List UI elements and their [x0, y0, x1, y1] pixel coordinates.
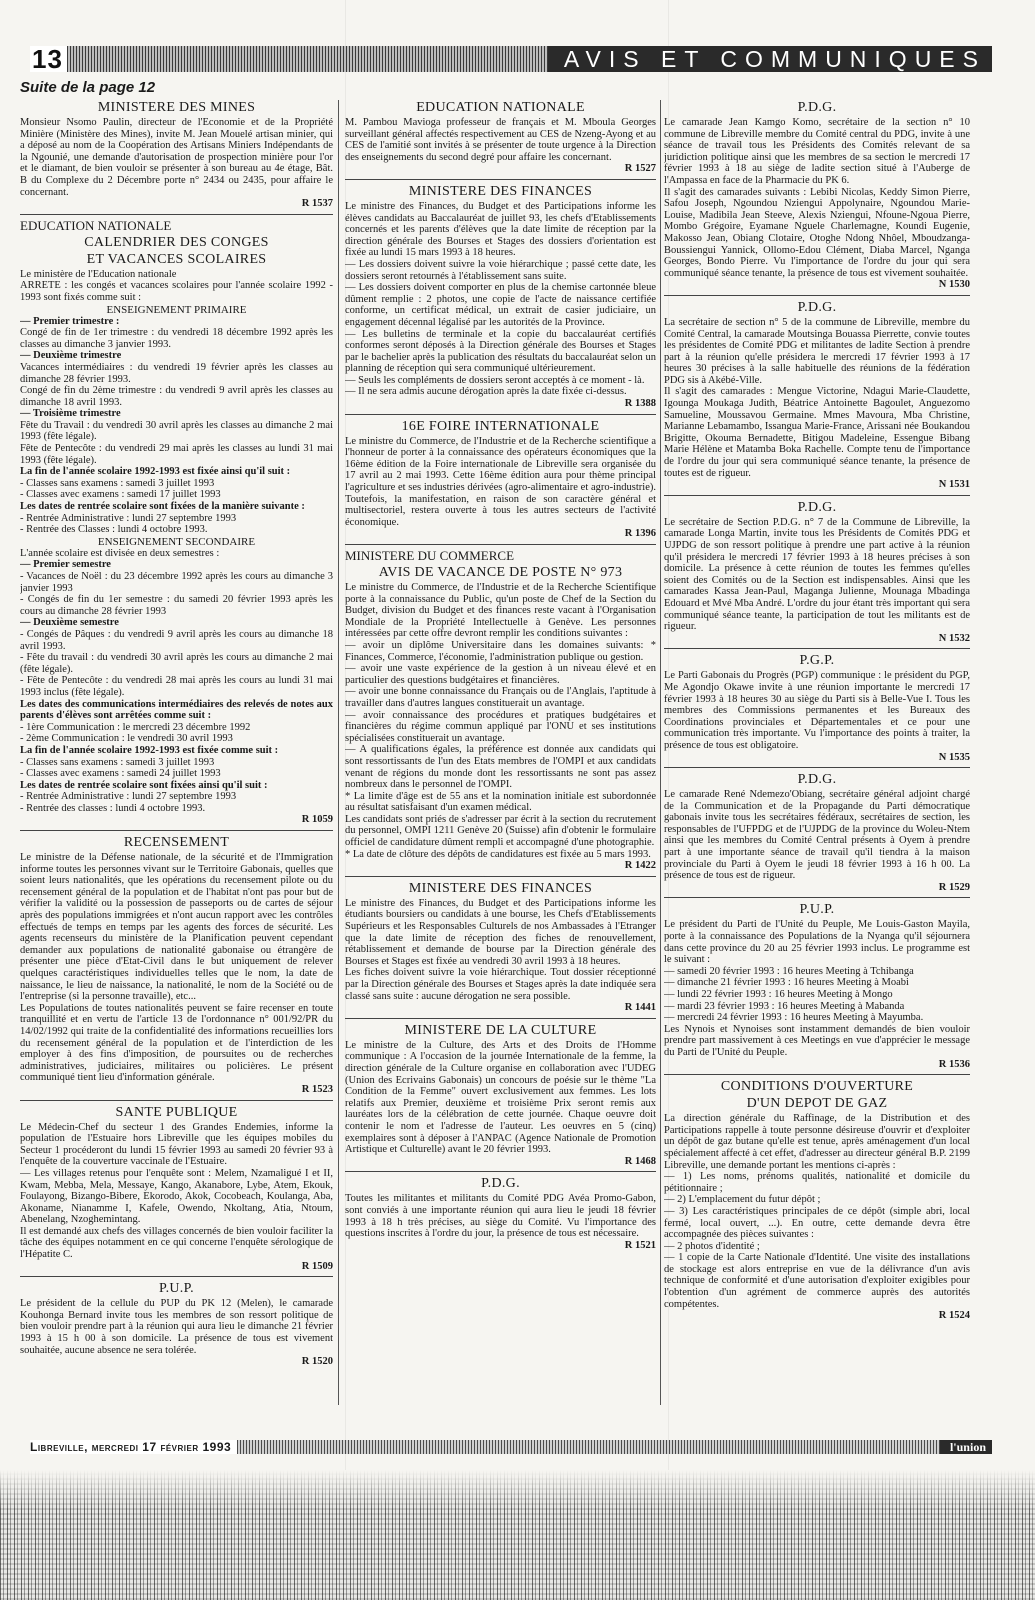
column-3	[664, 100, 970, 1410]
text-line: Fête de Pentecôte : du vendredi 29 mai après les classes au lundi 31 mai 1993 (fête légale).	[20, 443, 333, 466]
notice-title: 16E FOIRE INTERNATIONALE	[401, 418, 600, 434]
notice-ref: R 1509	[301, 1260, 333, 1272]
notice-body: Le Médecin-Chef du secteur 1 des Grandes Endemies, informe la population de l'Estuaire hors Libreville que les équipes mobiles du Secteur 1 procéderont du lundi 15 février 1993 au samedi 20 février 93 à l'enquête de la couverture vaccinale de l'Estuaire.	[20, 1121, 333, 1168]
text-line: — Deuxième trimestre	[20, 350, 122, 362]
notice-ref: R 1529	[938, 881, 970, 893]
notice-ref: R 1527	[624, 163, 656, 175]
column-1	[20, 100, 333, 1410]
notice-body: — avoir connaissance des procédures et pratiques budgétaires et financières du régime commun appliqué par l'ONU et ses institutions spécialisées constituerait un avantage.	[345, 709, 656, 744]
notice-title: CONDITIONS D'OUVERTURE	[720, 1079, 914, 1095]
text-line: — Deuxième semestre	[20, 617, 119, 629]
divider	[345, 1018, 656, 1019]
page-number: 13	[30, 46, 67, 72]
notice-section: MINISTERE DU COMMERCE	[345, 548, 515, 563]
text-line: La fin de l'année scolaire 1992-1993 est fixée ainsi qu'il suit :	[20, 466, 291, 478]
text-line: Les dates de rentrée scolaire sont fixées ainsi qu'il suit :	[20, 779, 268, 791]
notice-body: Le ministre de la Culture, des Arts et des Droits de l'Homme communique : A l'occasion de la journée Internationale de la femme, la direction générale de la Culture organise en collaboration avec l'UDEG (Union des Ecrivains Gabonais) un concours de poésie sur le thème "La Condition de la Femme" ouvert exclusivement aux femmes. Les lots relatifs aux Premier, deuxième et troisième Prix seront remis aux lauréates lors de la célébration de cette journée. Chaque oeuvre doit contenir le nom et l'adresse de l'auteur. Les oeuvres en 5 (cinq) exemplaires sont à déposer à l'ANPAC (Agence Nationale de Promotion Artistique et Culturelle) avant le 20 février 1993.	[345, 1039, 656, 1156]
notice-body: — avoir une bonne connaissance du Français ou de l'Anglais, l'aptitude à travailler dans d'autres langues constituerait un avantage.	[345, 686, 656, 709]
notice-title: P.D.G.	[797, 499, 837, 515]
text-line: - Rentrée des classes : lundi 4 octobre 1993.	[20, 802, 206, 814]
newspaper-brand: l'union	[940, 1440, 992, 1454]
notice-title: MINISTERE DES MINES	[97, 100, 256, 115]
divider	[664, 767, 970, 768]
text-line: — Troisième trimestre	[20, 408, 121, 420]
notice-pgp	[664, 653, 970, 763]
divider	[664, 897, 970, 898]
divider	[664, 648, 970, 649]
notice-sante	[20, 1105, 333, 1273]
text-line: Le ministère de l'Education nationale	[20, 268, 177, 280]
notice-body: Les Nynois et Nynoises sont instamment demandés de bien vouloir prendre part massivement à ces Meetings en vue d'apprécier le message du Parti de l'Unité du Peuple.	[664, 1023, 970, 1058]
text-line: - Classes avec examens : samedi 24 juillet 1993	[20, 768, 221, 780]
subheading: ENSEIGNEMENT PRIMAIRE	[106, 303, 247, 316]
text-line: - 2ème Communication : le vendredi 30 avril 1993	[20, 733, 233, 745]
text-line: - Fête de Pentecôte : du vendredi 28 mai après les cours au lundi 31 mai 1993 inclus (fête légale).	[20, 675, 333, 698]
divider	[20, 1100, 333, 1101]
notice-ref: R 1396	[624, 528, 656, 540]
notice-title: CALENDRIER DES CONGES	[84, 234, 269, 250]
divider	[345, 876, 656, 877]
notice-body: Le camarade René Ndemezo'Obiang, secrétaire général adjoint chargé de la Communication et de la Propagande du Parti démocratique gabonais invite tous les secrétaires fédéraux, secrétaires de section, les responsables de l'UFPDG et de l'UJPDG de la province du Woleu-Ntem ainsi que les membres du Comité Central présents à Oyem à prendre part à une importante séance de travail qu'il tiendra à la maison provinciale du Parti à Oyem le jeudi 18 février 1993 à 16 h 00. La présence de tous est de rigueur.	[664, 789, 970, 882]
notice-culture	[345, 1023, 656, 1168]
notice-ref: R 1537	[301, 198, 333, 210]
schedule-item: — dimanche 21 février 1993 : 16 heures Meeting à Moabi	[664, 977, 909, 989]
notice-vacance-poste	[345, 549, 656, 872]
notice-title: MINISTERE DES FINANCES	[408, 183, 593, 199]
notice-body: Il s'agit des camarades : Mengue Victorine, Ndagui Marie-Claudette, Igounga Moukaga Judith, Béatrice Antoinette Bagoulet, Anguezomo Samueline, Moussavou Germaine. Mmes Mavoura, Mba Christine, Marianne Lebamambo, Issangua Marie-France, Arissani née Boukandou Brigitte, Okouma Bernadette, Bitigou Madeleine, Essengue Bibang Marie Hélène et Matamba Boka Rachelle. Compte tenu de l'importance de l'ordre du jour qui sera communiqué séance tenante, la présence de toutes est de rigueur.	[664, 386, 970, 479]
notice-body: — Les dossiers doivent suivre la voie hiérarchique ; passé cette date, les dossiers seront retournés à l'établissement sans suite.	[345, 258, 656, 282]
notice-body: * La date de clôture des dépôts de candidatures est fixée au 5 mars 1993.	[345, 848, 651, 860]
column-rule	[660, 100, 661, 1405]
notice-title: MINISTERE DE LA CULTURE	[404, 1022, 597, 1038]
notice-pdg-oyem	[664, 772, 970, 893]
notice-ref: R 1521	[624, 1239, 656, 1251]
notice-title: P.U.P.	[799, 902, 835, 918]
notice-pdg-section7	[664, 500, 970, 645]
text-line: Les dates des communications intermédiaires des relevés de notes aux parents d'élèves sont arrêtées comme suit :	[20, 698, 333, 722]
page-header	[30, 46, 992, 72]
notice-body: Les candidats sont priés de s'adresser par écrit à la section du recrutement du personnel, OMPI 1211 Genève 20 (Suisse) afin d'obtenir le formulaire officiel de candidature dûment rempli et accompagné d'une photographie.	[345, 813, 656, 849]
text-line: - Rentrée Administrative : lundi 27 septembre 1993	[20, 512, 237, 524]
footer-rule	[237, 1440, 940, 1454]
notice-pup-pk12	[20, 1281, 333, 1368]
schedule-item: — lundi 22 février 1993 : 16 heures Meeting à Mongo	[664, 989, 893, 1000]
notice-body: Le ministre du Commerce, de l'Industrie et de la Recherche Scientifique porte à la connaissance du Public, qu'un poste de Chef de la Section du Budget, division du Budget et des finances reste vacant à l'Organisation Mondiale de la Propriété Intellectuelle à Genève. Les personnes intéressées par cette offre devront remplir les conditions suivantes :	[345, 582, 656, 640]
text-line: - Vacances de Noël : du 23 décembre 1992 après les cours au dimanche 3 janvier 1993	[20, 571, 333, 594]
notice-recensement	[20, 835, 333, 1095]
notice-body: La direction générale du Raffinage, de la Distribution et des Participations rappelle à toute personne désireuse d'ouvrir et d'exploiter un dépôt de gaz butane qu'elle est tenue, après aménagement d'un local spécialement affecté à cet effet, d'adresser au directeur général B.P. 2199 Libreville, une demande portant les mentions ci-après :	[664, 1113, 970, 1171]
text-line: - Rentrée des Classes : lundi 4 octobre 1993.	[20, 524, 208, 536]
text-line: - Rentrée Administrative : lundi 27 septembre 1993	[20, 791, 237, 803]
divider	[345, 1171, 656, 1172]
notice-pup-nyanga	[664, 902, 970, 1070]
text-line: - 1ère Communication : le mercredi 23 décembre 1992	[20, 721, 251, 733]
notice-body: * La limite d'âge est de 55 ans et la nomination initiale est subordonnée au résultat satisfaisant d'un examen médical.	[345, 790, 656, 814]
column-rule	[338, 100, 339, 1405]
notice-body: Il est demandé aux chefs des villages concernés de bien vouloir faciliter la tâche des équipes notamment en ce qui concerne l'enquête sérologique de l'Hépatite C.	[20, 1225, 333, 1261]
notice-ref: N 1531	[938, 479, 970, 491]
notice-title: ET VACANCES SCOLAIRES	[86, 251, 267, 267]
notice-ref: N 1532	[938, 632, 970, 644]
text-line: Congé de fin de 1er trimestre : du vendredi 18 décembre 1992 après les classes au dimanche 3 janvier 1993.	[20, 327, 333, 350]
column-2	[345, 100, 656, 1410]
notice-body: — Les villages retenus pour l'enquête sont : Melem, Nzamaligué I et II, Kwam, Mebba, Mela, Messaye, Kango, Akanabore, Lybe, Atem, Ekouk, Foulayong, Bizango-Bibere, Ekorodo, Akok, Cocobeach, Koulanga, Aba, Akoname, Nianamme I, Kafele, Owendo, Nkoltang, Atia, Ntoum, Abenelang, Nzoghemintang.	[20, 1167, 333, 1226]
text-line: - Fête du travail : du vendredi 30 avril après les cours au dimanche 2 mai (fête légale).	[20, 652, 333, 675]
text-line: ARRETE : les congés et vacances scolaires pour l'année scolaire 1992 - 1993 sont fixés comme suit :	[20, 280, 333, 303]
notice-ref: R 1536	[938, 1058, 970, 1070]
notice-ref: R 1059	[301, 814, 333, 826]
text-line: — Premier semestre	[20, 559, 111, 571]
notice-title: P.D.G.	[481, 1176, 520, 1192]
notice-title: SANTE PUBLIQUE	[115, 1104, 238, 1120]
divider	[20, 830, 333, 831]
notice-pdg-section10	[664, 100, 970, 291]
notice-body: — Il ne sera admis aucune dérogation après la date fixée ci-dessus.	[345, 386, 627, 398]
notice-foire	[345, 419, 656, 540]
divider	[20, 214, 333, 215]
divider	[20, 1276, 333, 1277]
notice-body: La secrétaire de section n° 5 de la commune de Libreville, membre du Comité Central, la camarade Moutsinga Bouassa Pierrette, convie toutes les présidentes de Comité PDG et militantes de ladite Section à prendre part à la réunion qu'elle présidera le mercredi 17 février 1993 à 17 heures 30 précises à la salle habituelle des réunions de la fédération PDG sis à Akébé-Ville.	[664, 316, 970, 386]
notice-title: P.D.G.	[797, 100, 837, 115]
notice-section: EDUCATION NATIONALE	[20, 217, 172, 233]
dateline: Libreville, mercredi 17 février 1993	[30, 1440, 237, 1454]
notice-title: EDUCATION NATIONALE	[416, 100, 585, 115]
page-footer	[30, 1440, 992, 1454]
notice-body: Le président du Parti de l'Unité du Peuple, Me Louis-Gaston Mayila, porte à la connaissance des Populations de la Nyanga qu'il séjournera dans cette province du 20 au 25 février 1993 inclus. Le programme est le suivant :	[664, 919, 970, 966]
notice-ref: R 1388	[624, 398, 656, 410]
text-line: Congé de fin du 2ème trimestre : du vendredi 9 avril après les classes au dimanche 18 avril 1993.	[20, 385, 333, 408]
notice-body: — Les bulletins de terminale et la copie du baccalauréat certifiés conformes seront déposés à la Direction générale des Bourses et Stages par le bachelier après la publication des résultats du baccalauréat selon un planning de réception qui sera communiqué ultérieurement.	[345, 328, 656, 375]
notice-body: Le ministre de la Défense nationale, de la sécurité et de l'Immigration informe toutes les personnes vivant sur le Territoire Gabonais, quelles que soient leurs nationalités, que les opérations du recensement pilote ou du recensement général de la population et de l'habitat n'ont pas pour but de vérifier la validité ou la possession de passeports ou de cartes de séjour après des populations immigrées et n'ont aucun rapport avec les contrôles effectués de temps en temps par les agents des forces de sécurité. Les agents recenseurs du ministère de la Planification peuvent cependant demander aux populations de nationalité gabonaise ou étrangère de présenter une pièce d'Etat-Civil dans le but uniquement de relever quelques caractéristiques individuelles telles que le nom, la date de naissance, le lieu de naissance, la nationalité, le nom de la Société ou de l'entreprise (si la personne travaille), etc...	[20, 852, 333, 1003]
notice-body: M. Pambou Mavioga professeur de français et M. Mboula Georges surveillant général affectés respectivement au CES de Nzeng-Ayong et au CES de l'amitié sont invités à se présenter de toute urgence à la Direction des enseignements du second degré pour affaire les concernant.	[345, 117, 656, 163]
notice-body: Le président de la cellule du PUP du PK 12 (Melen), le camarade Kouhonga Bernard invite tous les membres de son ressort politique de bien vouloir prendre part à la réunion qui aura lieu le dimanche 21 février 1993 à 15 h 00 à son domicile. La présence de tous est vivement souhaitée, aucune absence ne sera tolérée.	[20, 1298, 333, 1356]
notice-ref: R 1524	[938, 1310, 970, 1322]
notice-finances-bac	[345, 184, 656, 410]
divider	[345, 414, 656, 415]
continued-from: Suite de la page 12	[20, 79, 156, 96]
text-line: - Congés de Pâques : du vendredi 9 avril après les cours au dimanche 18 avril 1993.	[20, 628, 333, 652]
notice-pdg-section5	[664, 300, 970, 491]
notice-title: MINISTERE DES FINANCES	[408, 880, 593, 896]
header-rule	[67, 46, 548, 72]
text-line: L'année scolaire est divisée en deux semestres :	[20, 547, 220, 559]
notice-ref: N 1535	[938, 751, 970, 763]
notice-body: — A qualifications égales, la préférence est donnée aux candidats qui sont ressortissants de l'un des Etats membres de l'OMPI et aux candidats venant de régions du monde dont les ressortissants ne sont pas assez nombreux dans le personnel de l'OMPI.	[345, 744, 656, 791]
notice-title: P.D.G.	[797, 299, 837, 315]
notice-calendrier	[20, 219, 333, 826]
schedule-item: — mardi 23 février 1993 : 16 heures Meeting à Mabanda	[664, 1000, 905, 1012]
notice-ref: N 1530	[938, 279, 970, 291]
schedule-item: — samedi 20 février 1993 : 16 heures Meeting à Tchibanga	[664, 965, 914, 977]
notice-body: Monsieur Nsomo Paulin, directeur de l'Economie et de la Propriété Minière (Ministère des Mines), invite M. Jean Mouelé artisan minier, qui a déposé au nom de la Coopération des Artisans Miniers Indépendants de la Ngounié, une demande d'autorisation de prospection minière pour l'or et le diamant, de bien vouloir se présenter à son bureau au 4e étage, Bât. B du Complexe du 2 Décembre porte n° 2434 ou 2435, pour affaire le concernant.	[20, 117, 333, 198]
notice-title: P.D.G.	[797, 772, 837, 788]
divider	[345, 544, 656, 545]
notice-body: Le secrétaire de Section P.D.G. n° 7 de la Commune de Libreville, la camarade Longa Martin, invite tous les Présidents de Comités PDG et UJPDG de son ressort politique à prendre une part active à la réunion qu'il présidera le mercredi 17 février 1993 à 18 heures précises à son domicile. La présence à cette réunion de toutes les femmes qu'elles soient des Comités ou de la Section est indispensables. Ainsi que les camarades Kassa Jean-Paul, Maganga Julienne, Mounaga Mbadinga Edouard et Mvé Mba André. L'ordre du jour étant très important qui sera communiqué séance teante, la participation de tout les militants est de rigueur.	[664, 516, 970, 633]
text-line: — Premier trimestre :	[20, 315, 120, 327]
divider	[664, 1074, 970, 1075]
notice-title: P.G.P.	[799, 653, 835, 669]
text-line: Les dates de rentrée scolaire sont fixées de la manière suivante :	[20, 501, 305, 513]
notice-body: — 1 copie de la Carte Nationale d'Identité. Une visite des installations de stockage est alors entreprise en vue de la délivrance d'un avis technique de conformité et d'une autorisation d'exploiter exigibles pour l'obtention d'un agrément de commerce auprès des autorités compétentes.	[664, 1252, 970, 1310]
notice-finances-bourses	[345, 881, 656, 1014]
notice-body: Les Populations de toutes nationalités peuvent se faire recenser en toute tranquillité et en vertu de l'article 13 de l'ordonnance n° 001/92/PR du 14/02/1992 qui traite de la confidentialité des informations recueillies lors du recensement général de la population et de l'interdiction de les employer à des fins d'imposition, de poursuites ou de recherches administratives, judiciaires, militaires ou policières. Le présent communiqué tient lieu d'information générale.	[20, 1002, 333, 1084]
notice-body: Toutes les militantes et militants du Comité PDG Avéa Promo-Gabon, sont conviés à une importante réunion qui aura lieu le jeudi 18 février 1993 à 18 h très précises, au siège du Comité. Vu l'importance des questions inscrites à l'ordre du jour, la présence de tous est nécessaire.	[345, 1193, 656, 1240]
text-line: - Congés de fin du 1er semestre : du samedi 20 février 1993 après les cours au dimanche 28 février 1993	[20, 594, 333, 617]
list-item: — 2) L'emplacement du futur dépôt ;	[664, 1194, 821, 1206]
notice-title: D'UN DEPOT DE GAZ	[746, 1096, 888, 1112]
list-item: — 1) Les noms, prénoms qualités, nationalité et domicile du pétitionnaire ;	[664, 1171, 970, 1194]
notice-body: Le Parti Gabonais du Progrès (PGP) communique : le président du PGP, Me Agondjo Okawe invite à une réunion importante le mercredi 17 février 1993 à 18 heures 30 au siège du Parti sis à Belle-Vue I. Tous les membres des Commissions permanentes et les Bureaux des Coordinations provinciales et Départementales et ce pour une communication très importante. Vu l'importance des points à traiter, la présence de tous est obligatoire.	[664, 670, 970, 751]
section-title: AVIS ET COMMUNIQUES	[548, 46, 992, 72]
notice-body: — Seuls les compléments de dossiers seront acceptés à ce moment - là.	[345, 374, 645, 386]
notice-body: Le ministre des Finances, du Budget et des Participations informe les étudiants boursiers ou candidats à une bourse, les Chefs d'Etablissements Supérieurs et les Responsables Culturels de nos Ambassades à l'Etranger que la date limite de réception des fiches de renouvellement, rétablissement et demande de bourse par la Direction générale des Bourses et Stages est fixée au vendredi 30 avril 1993 à 18 heures.	[345, 897, 656, 967]
notice-ref: R 1523	[301, 1083, 333, 1095]
text-line: - Classes sans examens : samedi 3 juillet 1993	[20, 477, 215, 489]
divider	[345, 179, 656, 180]
notice-body: Les fiches doivent suivre la voie hiérarchique. Tout dossier réceptionné par la Direction générale des Bourses et Stages après la date indiquée sera classé sans suite : aucune dérogation ne sera possible.	[345, 967, 656, 1002]
schedule-item: — mercredi 24 février 1993 : 16 heures Meeting à Mayumba.	[664, 1012, 924, 1024]
notice-mines	[20, 100, 333, 210]
text-line: Vacances intermédiaires : du vendredi 19 février après les classes au dimanche 28 février 1993.	[20, 361, 333, 385]
notice-title: P.U.P.	[159, 1281, 194, 1297]
subheading: ENSEIGNEMENT SECONDAIRE	[97, 535, 256, 548]
divider	[664, 295, 970, 296]
notice-title: AVIS DE VACANCE DE POSTE N° 973	[378, 565, 623, 580]
notice-education	[345, 100, 656, 175]
notice-title: RECENSEMENT	[123, 835, 230, 851]
notice-body: — avoir un diplôme Universitaire dans les domaines suivants: * Finances, Commerce, l'économie, l'administration publique ou gestion.	[345, 639, 656, 663]
notice-depot-gaz	[664, 1079, 970, 1322]
list-item: — 3) Les caractéristiques principales de ce dépôt (simple abri, local fermé, local ouvert, ...). En outre, cette demande devra être accompagnée des pièces suivantes :	[664, 1205, 970, 1241]
notice-ref: R 1468	[624, 1155, 656, 1167]
text-line: Fête du Travail : du vendredi 30 avril après les classes au dimanche 2 mai 1993 (fête légale).	[20, 419, 333, 443]
scan-noise-band	[0, 1470, 1035, 1600]
notice-body: Le camarade Jean Kamgo Komo, secrétaire de la section n° 10 commune de Libreville membre du Comité central du PDG, invite à une séance de travail tous les Présidents des Comités relevant de sa juridiction politique ainsi que les membres de sa section le mercredi 17 février 1993 à 18 au siège de ladite section situé à l'Auberge de l'Ampassa en face de la Pharmacie du PK 6.	[664, 117, 970, 186]
notice-body: Le ministre des Finances, du Budget et des Participations informe les élèves candidats au Baccalauréat de juillet 93, les chefs d'Etablissements concernés et les parents d'élèves que la date limite de réception par la direction générale des Bourses et Stages des dossiers d'orientation est fixée au lundi 15 mars 1993 à 18 heures.	[345, 200, 656, 259]
notice-body: — avoir une vaste expérience de la gestion à un niveau élevé et en particulier des questions budgétaires et financières.	[345, 663, 656, 686]
list-item: — 2 photos d'identité ;	[664, 1240, 760, 1252]
text-line: La fin de l'année scolaire 1992-1993 est fixée comme suit :	[20, 744, 279, 756]
notice-ref: R 1422	[624, 860, 656, 872]
notice-pdg-avea	[345, 1176, 656, 1251]
notice-body: — Les dossiers doivent comporter en plus de la chemise cartonnée bleue dûment remplie : 2 photos, une copie de l'acte de naissance certifiée conforme, un certificat médical, un extrait de casier judiciaire, un engagement décennal légalisé par les autorités de la Province.	[345, 282, 656, 328]
notice-body: Le ministre du Commerce, de l'Industrie et de la Recherche scientifique a l'honneur de porter à la connaissance des opérateurs économiques que la 16ème édition de la Foire internationale de Libreville sera organisée du 17 avril au 2 mai 1993. Cette 16ème édition aura pour thème principal l'agriculture et ses industries dérivées (agro-alimentaire et agro-industrie). Toutefois, la manifestation, en raison de son caractère général et multisectoriel, restera ouverte à tous les autres secteurs de l'activité économique.	[345, 435, 656, 528]
notice-body: Il s'agit des camarades suivants : Lebibi Nicolas, Keddy Simon Pierre, Safou Joseph, Ngoundou Nziengui Appolynaire, Ngoundou Marie-Louise, Madibila Jean Steeve, Alexis Nziengui, Nfoune-Ngoua Pierre, Mombo Grégoire, Eyamane Nguele Charlemagne, Koundi Eugenie, Makosso Jean, Obiang Clotaire, Otoghe Ndong Nhôel, Mboudzanga-Boussiengui Yannick, Ollomo-Edou Clément, Diaba Marcel, Nganga Georges, Bondo Pierre. Vu l'importance de l'ordre du jour qui sera communiqué séance tenante, la présence de tous est vivement souhaitée.	[664, 186, 970, 279]
text-line: - Classes avec examens : samedi 17 juillet 1993	[20, 489, 221, 501]
notice-ref: R 1441	[624, 1002, 656, 1014]
divider	[664, 495, 970, 496]
notice-ref: R 1520	[301, 1356, 333, 1368]
text-line: - Classes sans examens : samedi 3 juillet 1993	[20, 756, 215, 768]
